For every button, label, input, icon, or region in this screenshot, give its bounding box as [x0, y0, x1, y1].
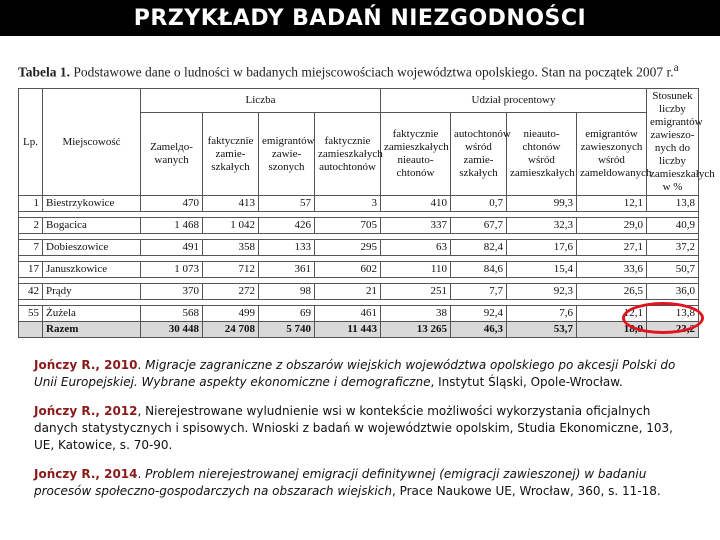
cell-value: 712 [203, 262, 259, 278]
cell-total-value: 53,7 [507, 322, 577, 338]
table-caption [18, 62, 718, 81]
table-row [19, 196, 699, 212]
header-place: Miejscowość [43, 89, 141, 196]
cell-value: 272 [203, 284, 259, 300]
cell-value: 36,0 [647, 284, 699, 300]
reference-rest: , Studia Ekonomiczne, 103, UE, Katowice, s. 70-90. [34, 421, 673, 452]
table-row [19, 262, 699, 278]
cell-value: 38 [381, 306, 451, 322]
cell-value: 7,6 [507, 306, 577, 322]
cell-total-ratio: 23,2 [647, 322, 699, 338]
cell-lp: 7 [19, 240, 43, 256]
table-row [19, 284, 699, 300]
cell-value: 12,1 [577, 306, 647, 322]
population-table [18, 88, 715, 338]
reference-author: Jończy R., 2012 [34, 404, 138, 418]
cell-value: 0,7 [451, 196, 507, 212]
cell-value: 499 [203, 306, 259, 322]
cell-value: 568 [141, 306, 203, 322]
cell-value: 50,7 [647, 262, 699, 278]
header-column: emigrantów zawie-szonych [259, 113, 315, 196]
cell-place: Żużela [43, 306, 141, 322]
header-column: faktycznie zamie-szkałych [203, 113, 259, 196]
cell-value: 67,7 [451, 218, 507, 234]
cell-value: 251 [381, 284, 451, 300]
reference-item: Jończy R., 2010. Migracje zagraniczne z obszarów wiejskich województwa opolskiego po akcesji Polski do Unii Europejskiej. Wybrane aspekty ekonomiczne i demograficzne, Instytut Śląski, Opole-Wrocław. [34, 358, 676, 389]
header-column: faktycznie zamieszkałych nieauto-chtonów [381, 113, 451, 196]
cell-value: 57 [259, 196, 315, 212]
cell-value: 705 [315, 218, 381, 234]
cell-value: 15,4 [507, 262, 577, 278]
cell-value: 98 [259, 284, 315, 300]
cell-value: 69 [259, 306, 315, 322]
table-row [19, 240, 699, 256]
cell-place: Dobieszowice [43, 240, 141, 256]
cell-value: 295 [315, 240, 381, 256]
cell-place: Prądy [43, 284, 141, 300]
references [34, 357, 694, 512]
cell-lp: 1 [19, 196, 43, 212]
cell-total-value: 18,9 [577, 322, 647, 338]
cell-blank [19, 322, 43, 338]
cell-value: 92,3 [507, 284, 577, 300]
header-group-share: Udział procentowy [381, 89, 647, 113]
cell-value: 110 [381, 262, 451, 278]
reference-author: Jończy R., 2014 [34, 467, 138, 481]
cell-lp: 17 [19, 262, 43, 278]
cell-value: 3 [315, 196, 381, 212]
cell-value: 37,2 [647, 240, 699, 256]
table-caption-label: Tabela 1. [18, 64, 71, 80]
header-column: faktycznie zamieszkałych autochtonów [315, 113, 381, 196]
reference-title: Nierejestrowane wyludnienie wsi w kontekście możliwości wykorzystania oficjalnych danych statystycznych i spisowych. Wnioski z badań w województwie opolskim [34, 404, 651, 435]
slide-title: PRZYKŁADY BADAŃ NIEZGODNOŚCI [133, 5, 587, 31]
cell-value: 13,8 [647, 306, 699, 322]
header-column: emigrantów zawieszonych wśród zameldowanych [577, 113, 647, 196]
table-total-row [19, 322, 699, 338]
cell-value: 133 [259, 240, 315, 256]
table-row [19, 218, 699, 234]
cell-value: 99,3 [507, 196, 577, 212]
cell-value: 32,3 [507, 218, 577, 234]
cell-value: 17,6 [507, 240, 577, 256]
cell-lp: 42 [19, 284, 43, 300]
cell-value: 491 [141, 240, 203, 256]
cell-value: 1 073 [141, 262, 203, 278]
cell-value: 82,4 [451, 240, 507, 256]
header-group-count: Liczba [141, 89, 381, 113]
highlight-ellipse [622, 302, 704, 334]
cell-lp: 2 [19, 218, 43, 234]
cell-place: Januszkowice [43, 262, 141, 278]
table-body [19, 196, 699, 338]
table-caption-mark: a [673, 62, 679, 74]
cell-value: 12,1 [577, 196, 647, 212]
header-column: nieauto-chtonów wśród zamieszkałych [507, 113, 577, 196]
cell-value: 602 [315, 262, 381, 278]
cell-value: 426 [259, 218, 315, 234]
cell-value: 13,8 [647, 196, 699, 212]
cell-value: 92,4 [451, 306, 507, 322]
cell-total-value: 5 740 [259, 322, 315, 338]
cell-value: 470 [141, 196, 203, 212]
cell-place: Bogacica [43, 218, 141, 234]
reference-item: Jończy R., 2012, Nierejestrowane wyludnienie wsi w kontekście możliwości wykorzystania oficjalnych danych statystycznych i spisowych. Wnioski z badań w województwie opolskim, Studia Ekonomiczne, 103, UE, Katowice, s. 70-90. [34, 404, 673, 452]
cell-total-value: 11 443 [315, 322, 381, 338]
cell-value: 33,6 [577, 262, 647, 278]
cell-value: 27,1 [577, 240, 647, 256]
header-column: Zamelдо-wanych [141, 113, 203, 196]
cell-value: 84,6 [451, 262, 507, 278]
cell-value: 358 [203, 240, 259, 256]
reference-item: Jończy R., 2014. Problem nierejestrowanej emigracji definitywnej (emigracji zawieszonej) w badaniu procesów społeczno-gospodarczych na obszarach wiejskich, Prace Naukowe UE, Wrocław, 360, s. 11-18. [34, 467, 661, 498]
table-caption-text: Podstawowe dane o ludności w badanych miejscowościach województwa opolskiego. Stan na początek 2007 r. [73, 64, 674, 80]
cell-value: 29,0 [577, 218, 647, 234]
cell-value: 40,9 [647, 218, 699, 234]
cell-total-value: 24 708 [203, 322, 259, 338]
reference-title: Problem nierejestrowanej emigracji definitywnej (emigracji zawieszonej) w badaniu procesów społeczno-gospodarczych na obszarach wiejskich [34, 467, 647, 498]
reference-author: Jończy R., 2010 [34, 358, 138, 372]
slide-title-bar [0, 0, 720, 36]
cell-total-label: Razem [43, 322, 141, 338]
header-column: autochtonów wśród zamie-szkałych [451, 113, 507, 196]
cell-total-value: 30 448 [141, 322, 203, 338]
table-row [19, 306, 699, 322]
header-ratio: Stosunek liczby emigrantów zawieszo-nych do liczby zamieszkałych w % [647, 89, 699, 196]
cell-value: 7,7 [451, 284, 507, 300]
reference-title: Migracje zagraniczne z obszarów wiejskich województwa opolskiego po akcesji Polski do Unii Europejskiej. Wybrane aspekty ekonomiczne i demograficzne [34, 358, 676, 389]
cell-value: 361 [259, 262, 315, 278]
cell-value: 26,5 [577, 284, 647, 300]
cell-total-value: 13 265 [381, 322, 451, 338]
header-lp: Lp. [19, 89, 43, 196]
reference-rest: , Prace Naukowe UE, Wrocław, 360, s. 11-18. [391, 484, 661, 498]
cell-value: 337 [381, 218, 451, 234]
cell-value: 413 [203, 196, 259, 212]
cell-value: 410 [381, 196, 451, 212]
cell-value: 1 468 [141, 218, 203, 234]
cell-total-value: 46,3 [451, 322, 507, 338]
cell-value: 1 042 [203, 218, 259, 234]
cell-value: 21 [315, 284, 381, 300]
cell-value: 370 [141, 284, 203, 300]
cell-value: 63 [381, 240, 451, 256]
cell-place: Biestrzykowice [43, 196, 141, 212]
reference-rest: , Instytut Śląski, Opole-Wrocław. [430, 375, 623, 389]
cell-value: 461 [315, 306, 381, 322]
cell-lp: 55 [19, 306, 43, 322]
